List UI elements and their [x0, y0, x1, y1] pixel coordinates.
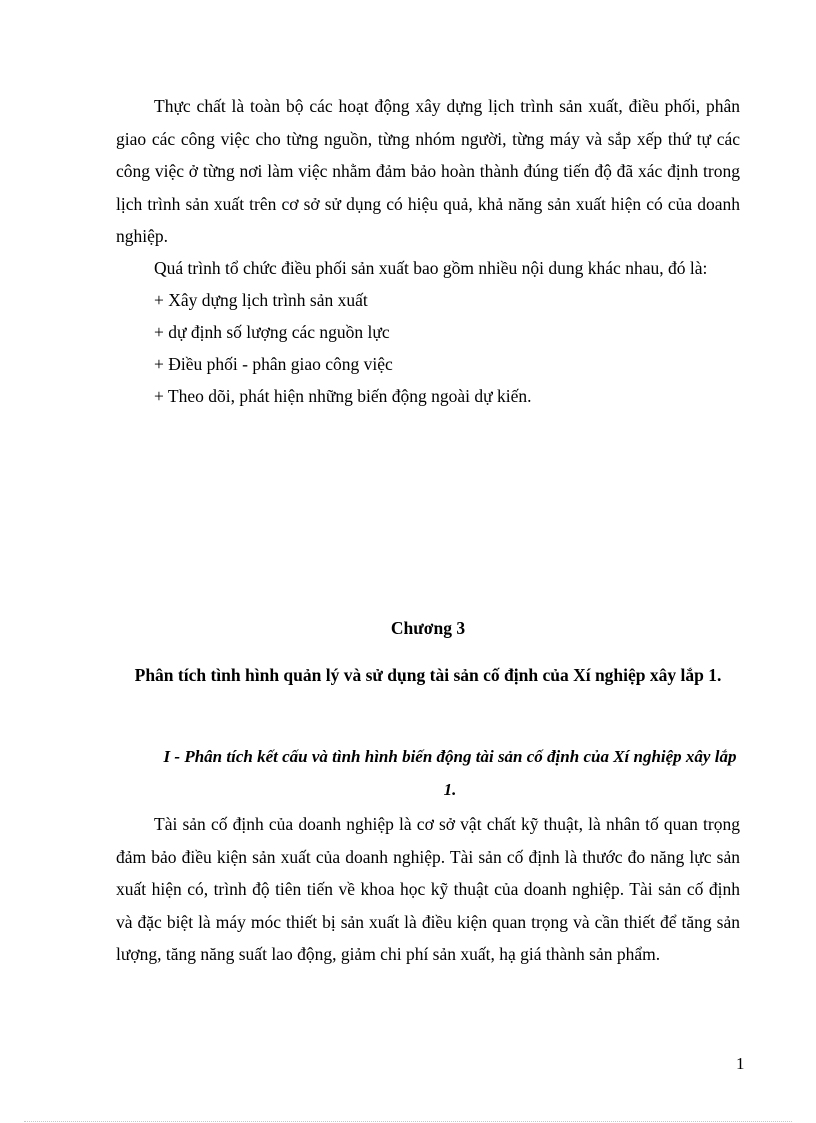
chapter-title: Phân tích tình hình quản lý và sử dụng tài sản cố định của Xí nghiệp xây lắp 1.: [134, 665, 722, 685]
list-item: + Theo dõi, phát hiện những biến động ngoài dự kiến.: [154, 386, 532, 406]
list-item: + dự định số lượng các nguồn lực: [154, 322, 390, 342]
section-title: I - Phân tích kết cấu và tình hình biến động tài sản cố định của Xí nghiệp xây lắp 1.: [163, 747, 737, 799]
intro-paragraph: Thực chất là toàn bộ các hoạt động xây dựng lịch trình sản xuất, điều phối, phân giao các công việc cho từng nguồn, từng nhóm người, từng máy và sắp xếp thứ tự các công việc ở từng nơi làm việc nhằm đảm bảo hoàn thành đúng tiến độ đã xác định trong lịch trình sản xuất trên cơ sở sử dụng có hiệu quả, khả năng sản xuất hiện có của doanh nghiệp.: [116, 96, 740, 246]
list-item: + Điều phối - phân giao công việc: [154, 354, 393, 374]
page-bottom-divider: [24, 1121, 792, 1122]
list-item: + Xây dựng lịch trình sản xuất: [154, 290, 368, 310]
page-number: 1: [736, 1054, 745, 1073]
fixed-assets-paragraph: Tài sản cố định của doanh nghiệp là cơ sở vật chất kỹ thuật, là nhân tố quan trọng đảm bảo điều kiện sản xuất của doanh nghiệp. Tài sản cố định là thước đo năng lực sản xuất hiện có, trình độ tiên tiến về khoa học kỹ thuật của doanh nghiệp. Tài sản cố định và đặc biệt là máy móc thiết bị sản xuất là điều kiện quan trọng và cần thiết để tăng sản lượng, tăng năng suất lao động, giảm chi phí sản xuất, hạ giá thành sản phẩm.: [116, 814, 740, 964]
process-intro-line: Quá trình tổ chức điều phối sản xuất bao gồm nhiều nội dung khác nhau, đó là:: [154, 258, 708, 278]
chapter-heading: Chương 3: [390, 618, 466, 638]
